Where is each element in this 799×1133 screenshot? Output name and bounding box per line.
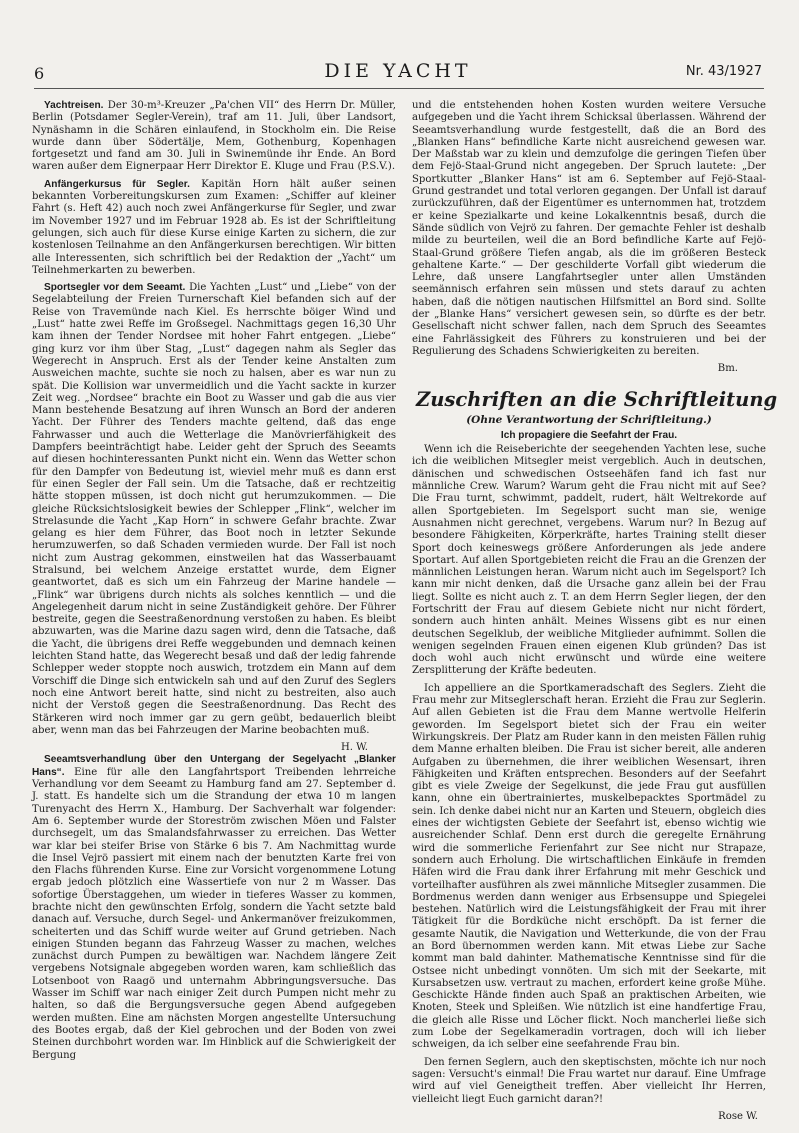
article-anfaengerkursus: [32, 179, 396, 277]
author-signature: Bm.: [717, 363, 738, 375]
article-heading: Sportsegler vor dem Seeamt.: [44, 282, 186, 294]
right-column: [412, 100, 778, 1123]
letter-paragraph: Den fernen Seglern, auch den skeptischsten, möchte ich nur noch sagen: Versucht's einmal! Die Frau wartet nur darauf. Eine Umfrage wird auf viel Geneigtheit treffen. Aber vielleicht Ihr Herren, vielleicht liegt Euch garnicht daran?!: [412, 1056, 766, 1105]
section-subtitle: (Ohne Verantwortung der Schriftleitung.): [466, 413, 712, 426]
page-header: [34, 60, 762, 84]
article-heading: Yachtreisen.: [44, 100, 104, 111]
article-body: Eine für alle den Langfahrtsport Treibenden lehrreiche Verhandlung vor dem Seeamt zu Hamburg fand am 27. September d. J. statt. Es handelte sich um die Strandung der etwa 10 m langen Turenyacht des Herrn X., Hamburg. Der Sachverhalt war folgender: Am 6. September wurde der Storeström zwischen Möen und Falster durchsegelt, um das Smalandsfahrwasser zu erreichen. Das Wetter war klar bei steifer Brise von Stärke 6 bis 7. Am Nachmittag wurde die Insel Vejrö passiert mit einem nach der benutzten Karte frei von den Flachs führenden Kurse. Eine zur Vorsicht vorgenommene Lotung ergab jedoch plötzlich eine Wassertiefe von nur 2 m Wasser. Das sofortige Überstaggehen, um wieder in tieferes Wasser zu kommen, brachte nicht den gewünschten Erfolg, sondern die Yacht setzte bald danach auf. Versuche, durch Segel- und Ankermanöver freizukommen, scheiterten und das Schiff wurde weiter auf Grund getrieben. Nach einigen Stunden begann das Fahrzeug Wasser zu machen, welches zunächst durch Pumpen zu bewältigen war. Nachdem längere Zeit vergebens Notsignale abgegeben worden waren, kam schließlich das Lotsenboot von Raagö und unternahm Abbringungsversuche. Das Wasser im Schiff war nach einiger Zeit durch Pumpen nicht mehr zu halten, so daß die Bergungsversuche gegen Abend aufgegeben werden mußten. Eine am nächsten Morgen angestellte Untersuchung des Bootes ergab, daß der Kiel gebrochen und der Boden von zwei Steinen durchbohrt worden war. Im Hinblick auf die Schwierigkeit der Bergung: [32, 766, 396, 1061]
letter-paragraph: Ich appelliere an die Sportkameradschaft des Seglers. Zieht die Frau mehr zur Mitseglerschaft heran. Erzieht die Frau zur Seglerin. Auf allen Gebieten ist die Frau dem Manne wertvolle Helferin geworden. Im Segelsport bietet sich der Frau ein weiter Wirkungskreis. Der Platz am Ruder kann in den meisten Fällen ruhig dem Manne erhalten bleiben. Die Frau ist sicher bereit, alle anderen Aufgaben zu übernehmen, die ihrer weiblichen Wesensart, ihren Fähigkeiten und Kräften entsprechen. Besonders auf der Seefahrt gibt es viele Zweige der Segelkunst, die jede Frau gut ausfüllen kann, ohne ein übertrainiertes, muskelbepacktes Sportmädel zu sein. Ich denke dabei nicht nur an Karten und Steuern, obgleich dies eines der wichtigsten Gebiete der Seefahrt ist, ebenso wichtig wie ausreichender Schlaf. Denn erst durch die geregelte Ernährung wird die sommerliche Ferienfahrt zur See nicht nur Strapaze, sondern auch Erholung. Die wirtschaftlichen Einkäufe in fremden Häfen wird die Frau dank ihrer Erfahrung mit mehr Geschick und vorteilhafter ausführen als zwei männliche Mitsegler zusammen. Die Bordmenus werden dann weniger aus Erbsensuppe und Spiegelei bestehen. Natürlich wird die Leistungsfähigkeit der Frau mit ihrer Tätigkeit für die Bordküche nicht erschöpft. Da ist ferner die gesamte Nautik, die Navigation und Wetterkunde, die von der Frau an Bord übernommen werden kann. Mit etwas Liebe zur Sache kommt man bald dahinter. Mathematische Kenntnisse sind für die Ostsee nicht unbedingt vonnöten. Um sich mit der Seekarte, mit Kursabsetzen usw. vertraut zu machen, erfordert keine große Mühe. Geschickte Hände finden auch Spaß an praktischen Arbeiten, wie Knoten, Steek und Spleißen. Wie nützlich ist eine handfertige Frau, die gleich alle Risse und Löcher flickt. Noch mancherlei ließe sich zum Lobe der Segelkameradin vortragen, doch will ich lieber schweigen, da ich selber eine seefahrende Frau bin.: [412, 682, 766, 1051]
article-body: Kapitän Horn hält außer seinen bekannten Vorbereitungskursen zum Examen: „Schiffer auf kleiner Fahrt (s. Heft 42) auch noch zwei Anfängerkurse für Segler, und zwar im November 1927 und im Februar 1928 ab. Es ist der Schriftleitung gelungen, sich auch für diese Kurse einige Karten zu sichern, die zur kostenlosen Teilnahme an den Anfängerkursen berechtigen. Wir bitten alle Interessenten, sich schriftlich bei der Redaktion der „Yacht“ um Teilnehmerkarten zu bewerben.: [32, 178, 396, 276]
article-body: Der 30-m³-Kreuzer „Pa'chen VII“ des Herrn Dr. Müller, Berlin (Potsdamer Segler-Verein), traf am 11. Juli, über Landsort, Nynäshamn in die Schären einlaufend, in Stockholm ein. Die Reise wurde dann über Södertälje, Mem, Gothenburg, Kopenhagen fortgesetzt und fand am 30. Juli in Swinemünde ihr Ende. An Bord waren außer dem Eignerpaar Herr Direktor E. Kluge und Frau (P.S.V.).: [32, 100, 396, 173]
journal-title: DIE YACHT: [324, 60, 472, 82]
page-number: 6: [34, 64, 45, 83]
article-body: Die Yachten „Lust“ und „Liebe“ von der Segelabteilung der Freien Turnerschaft Kiel befanden sich auf der Reise von Travemünde nach Kiel. Es herrschte böiger Wind und „Lust“ hatte zwei Reffe im Großsegel. Nachmittags gegen 16,30 Uhr kam ihnen der Tender Nordsee mit hoher Fahrt entgegen. „Liebe“ ging kurz vor ihm über Stag, „Lust“ dagegen nahm als Segler das Wegerecht in Anspruch. Erst als der Tender keine Anstalten zum Ausweichen machte, suchte sie noch zu halsen, aber es war nun zu spät. Die Kollision war unvermeidlich und die Yacht sackte in kurzer Zeit weg. „Nordsee“ brachte ein Boot zu Wasser und gab die aus vier Mann bestehende Besatzung auf ihren Wunsch an Bord der anderen Yacht. Der Führer des Tenders machte geltend, daß das enge Fahrwasser und auch die Wetterlage die Manövrierfähigkeit des Dampfers beeinträchtigt habe. Leider geht der Spruch des Seeamts auf diesen hochinteressanten Punkt nicht ein. Wenn das Wetter schon für den Dampfer von Bedeutung ist, wieviel mehr muß es dann erst für einen Segler der Fall sein. Um die Tatsache, daß er rechtzeitig hätte stoppen müssen, ist doch nicht gut herumzukommen. — Die gleiche Rücksichtslosigkeit bewies der Schlepper „Flink“, welcher im Strelasunde die Yacht „Kap Horn“ in schwere Gefahr brachte. Zwar gelang es hier dem Führer, das Boot noch in letzter Sekunde herumzuwerfen, so daß Schaden vermieden wurde. Der Fall ist noch nicht zum Austrag gekommen, einstweilen hat das Wasserbauamt Stralsund, bei welchem Anzeige erstattet wurde, dem Eigner geantwortet, daß es sich um ein Fahrzeug der Marine handele — „Flink“ war übrigens durch nichts als solches kenntlich — und die Angelegenheit darum nicht in seine Zuständigkeit gehöre. Der Führer bestreite, gegen die Seestraßenordnung verstoßen zu haben. Es bleibt abzuwarten, was die Marine dazu sagen wird, denn die Tatsache, daß die Yacht, die übrigens drei Reffe weggebunden und demnach keinen leichten Stand hatte, das Wegerecht besaß und daß der ledig fahrende Schlepper weder stoppte noch auswich, trotzdem ein Mann auf dem Vorschiff die Dinge sich entwickeln sah und auf den Zuruf des Seglers noch eine Antwort bereit hatte, sind nicht zu bestreiten, also auch nicht der Verstoß gegen die Seestraßenordnung. Das Recht des Stärkeren wird noch immer gar zu gern geübt, bedauerlich bleibt aber, wenn man das bei Fahrzeugen der Marine beobachten muß.: [32, 282, 396, 736]
section-title: Zuschriften an die Schriftleitung: [416, 387, 778, 411]
issue-number: Nr. 43/1927: [685, 64, 762, 79]
letter-heading: Ich propagiere die Seefahrt der Frau.: [500, 429, 678, 441]
article-continuation: und die entstehenden hohen Kosten wurden weitere Versuche aufgegeben und die Yacht ihrem Schicksal überlassen. Während der Seeamtsverhandlung wurde festgestellt, daß die an Bord des „Blanken Hans“ befindliche Karte nicht ausreichend gewesen war. Der Maßstab war zu klein und demzufolge die geringen Tiefen über dem Fejö-Staal-Grund nicht angegeben. Der Spruch lautete: „Der Sportkutter „Blanker Hans“ ist am 6. September auf Fejö-Staal-Grund gestrandet und total verloren gegangen. Der Unfall ist darauf zurückzuführen, daß der Eigentümer es unternommen hat, trotzdem er keine Spezialkarte und keine Lokalkenntnis besaß, durch die Sände südlich von Vejrö zu fahren. Der gemachte Fehler ist deshalb milde zu beurteilen, weil die an Bord befindliche Karte auf Fejö-Staal-Grund größere Tiefen angab, als die im größeren Besteck gehaltene Karte.“ — Der geschilderte Vorfall gibt wiederum die Lehre, daß unsere Langfahrtsegler unter allen Umständen seemännisch erfahren sein müssen und stets darauf zu achten haben, daß die nötigen nautischen Hilfsmittel an Bord sind. Sollte der „Blanke Hans“ versichert gewesen sein, so dürfte es der betr. Gesellschaft nicht schwer fallen, nach dem Spruch des Seeamtes eine Fahrlässigkeit des Führers zu konstruieren und bei der Regulierung des Schadens Schwierigkeiten zu bereiten.: [412, 100, 766, 357]
article-sportsegler-seeamt: [32, 282, 396, 737]
left-column: [32, 100, 396, 1067]
header-rule: [34, 88, 764, 89]
article-heading: Seeamtsverhandlung über den Untergang der Segelyacht „Blanker Hans“.: [32, 754, 396, 778]
letter-paragraph: Wenn ich die Reiseberichte der seegehenden Yachten lese, suche ich die weiblichen Mitsegler meist vergeblich. Auch in deutschen, dänischen und schwedischen Ostseehäfen fand ich fast nur männliche Crew. Warum? Warum geht die Frau nicht mit auf See? Die Frau turnt, schwimmt, paddelt, rudert, hält Weltrekorde auf allen Sportgebieten. Im Segelsport sucht man sie, wenige Ausnahmen nicht gerechnet, vergebens. Warum nur? In Bezug auf besondere Fähigkeiten, Körperkräfte, hartes Training stellt dieser Sport doch keineswegs größere Anforderungen als jede andere Sportart. Auf allen Sportgebieten reicht die Frau an die Grenzen der männlichen Leistungen heran. Warum nicht auch im Segelsport? Ich kann mir nicht denken, daß die Ursache ganz allein bei der Frau liegt. Sollte es nicht auch z. T. an dem Herrn Segler liegen, der den Fortschritt der Frau auf diesem Gebiete nicht nur nicht fördert, sondern auch hinten anhält. Meines Wissens gibt es nur einen deutschen Segelklub, der weibliche Mitglieder aufnimmt. Sollen die wenigen segelnden Frauen einen eigenen Klub gründen? Das ist doch wohl auch nicht erwünscht und würde eine weitere Zersplitterung der Kräfte bedeuten.: [412, 444, 766, 677]
article-heading: Anfängerkursus für Segler.: [44, 178, 190, 190]
letter-signature: Rose W.: [718, 1110, 758, 1122]
article-blanker-hans: [32, 754, 396, 1061]
article-yachtreisen: [32, 100, 396, 174]
author-signature: H. W.: [340, 742, 368, 754]
